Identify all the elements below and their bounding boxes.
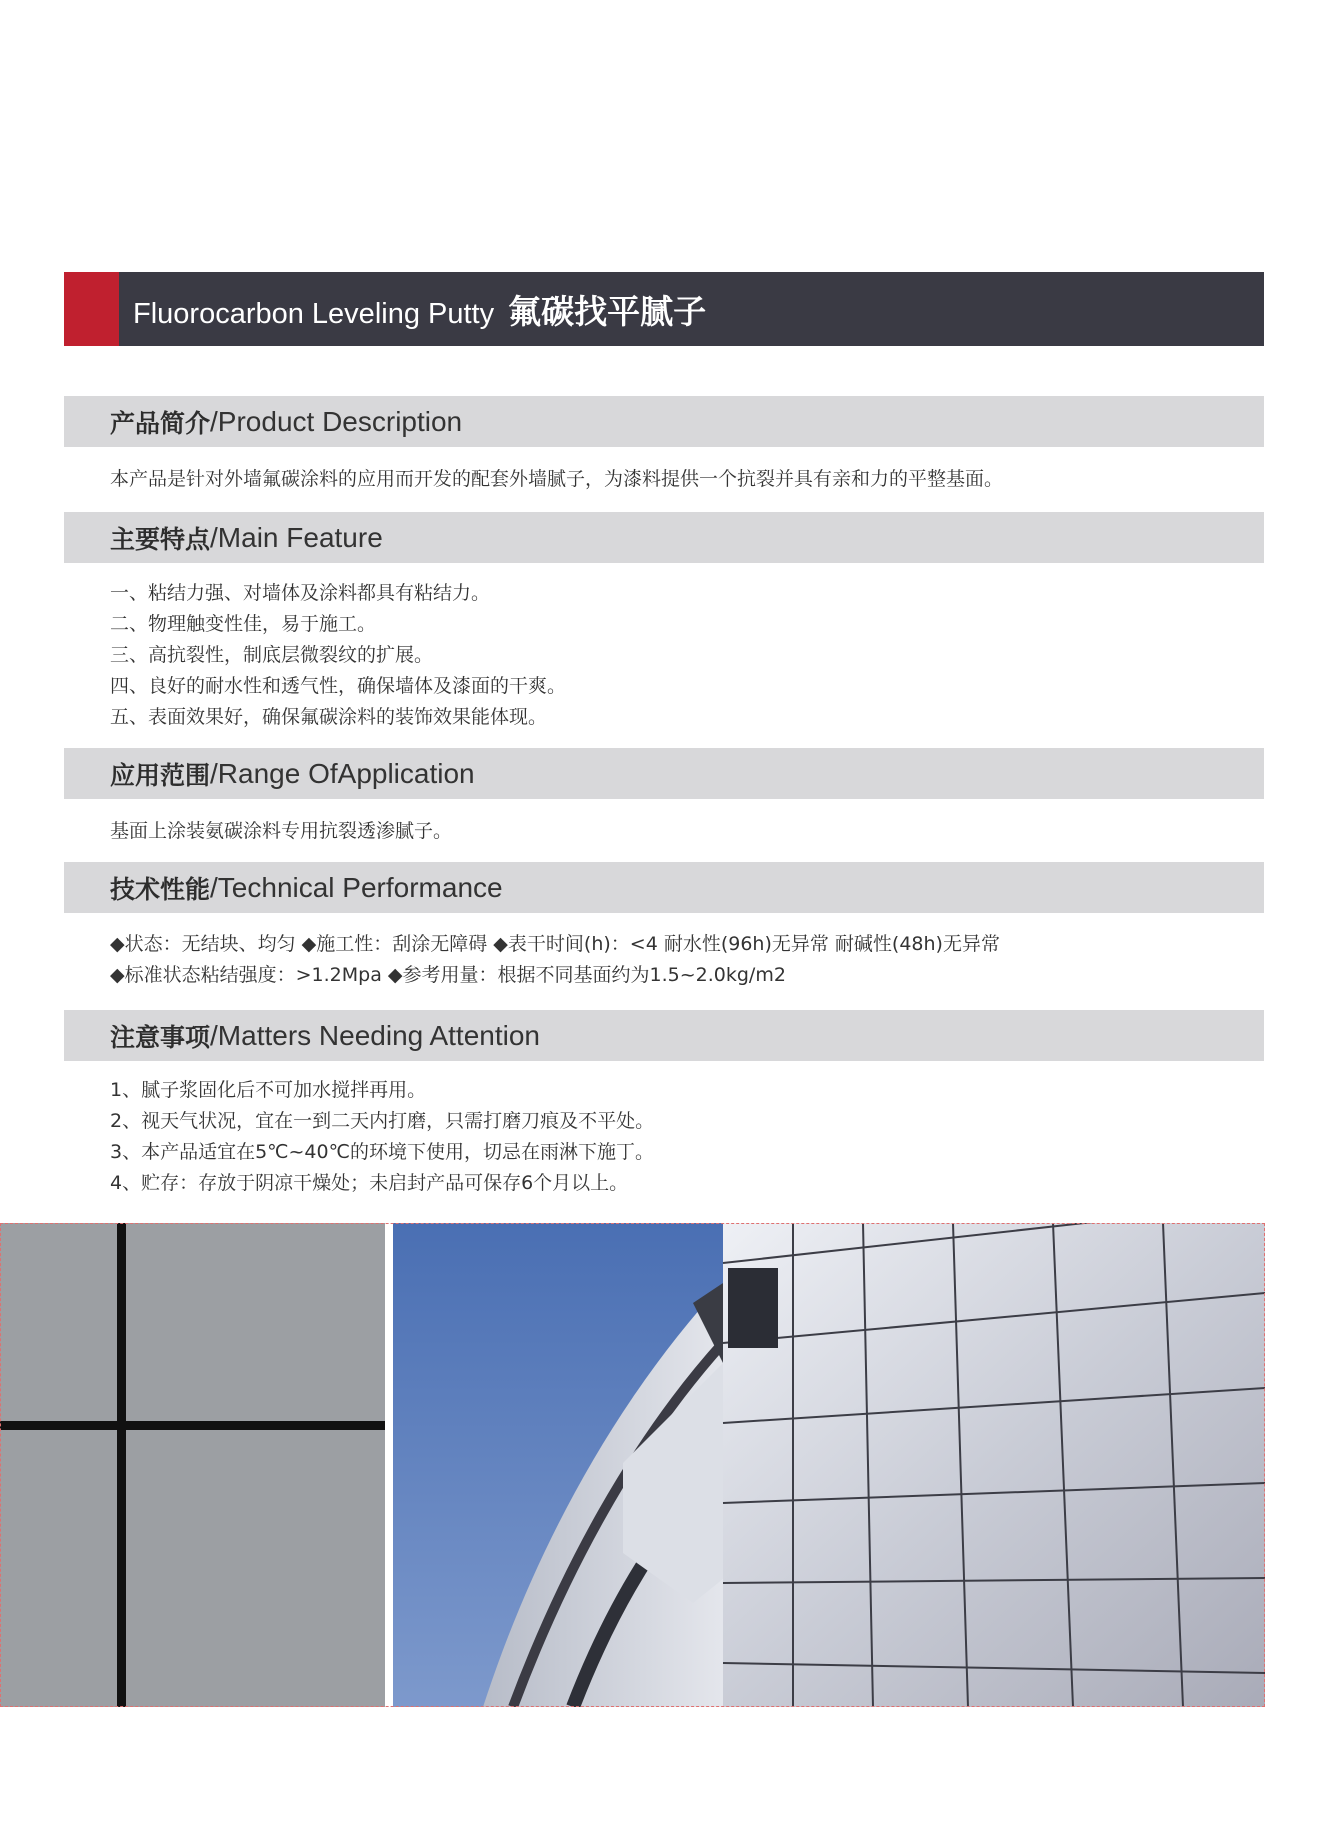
section-header-application bbox=[64, 748, 1264, 799]
list-item: 1、腻子浆固化后不可加水搅拌再用。 bbox=[110, 1079, 427, 1101]
page-title bbox=[119, 286, 706, 333]
list-item: 四、良好的耐水性和透气性，确保墙体及漆面的干爽。 bbox=[110, 675, 567, 697]
panel-joint-horizontal bbox=[0, 1421, 385, 1430]
list-item: 三、高抗裂性，制底层微裂纹的扩展。 bbox=[110, 644, 434, 666]
list-item: 一、粘结力强、对墙体及涂料都具有粘结力。 bbox=[110, 582, 491, 604]
building-facade-photo bbox=[393, 1223, 1265, 1707]
section-header-performance bbox=[64, 862, 1264, 913]
title-bar bbox=[64, 272, 1264, 346]
panel-joint-vertical bbox=[117, 1223, 126, 1707]
section-title-en: /Matters Needing Attention bbox=[210, 1019, 540, 1051]
spec-line: ◆状态：无结块、均匀 ◆施工性：刮涂无障碍 ◆表干时间(h)：<4 耐水性(96h)无异常 耐碱性(48h)无异常 bbox=[110, 933, 1000, 955]
section-body-attention bbox=[110, 1075, 654, 1199]
section-title-zh: 主要特点 bbox=[110, 524, 211, 554]
section-body-features bbox=[110, 578, 566, 733]
section-header-attention bbox=[64, 1010, 1264, 1061]
section-title-en: /Main Feature bbox=[210, 521, 383, 553]
section-header-description bbox=[64, 396, 1264, 447]
section-title-en: /Product Description bbox=[210, 405, 463, 437]
photo-strip bbox=[0, 1223, 1265, 1707]
section-body-performance bbox=[110, 929, 1000, 991]
text-line: 基面上涂装氨碳涂料专用抗裂透渗腻子。 bbox=[110, 820, 453, 842]
section-title-en: /Range OfApplication bbox=[210, 757, 475, 789]
spec-line: ◆标准状态粘结强度：>1.2Mpa ◆参考用量：根据不同基面约为1.5~2.0kg/m2 bbox=[110, 964, 786, 986]
section-body-description bbox=[110, 464, 1003, 495]
page-title-zh: 氟碳找平腻子 bbox=[508, 291, 707, 331]
section-title-en: /Technical Performance bbox=[210, 871, 503, 903]
list-item: 3、本产品适宜在5℃~40℃的环境下使用，切忌在雨淋下施丁。 bbox=[110, 1141, 654, 1163]
list-item: 五、表面效果好，确保氟碳涂料的装饰效果能体现。 bbox=[110, 706, 548, 728]
list-item: 二、物理触变性佳，易于施工。 bbox=[110, 613, 377, 635]
facade-illustration bbox=[393, 1223, 1265, 1707]
title-accent-block bbox=[64, 272, 119, 346]
section-title-zh: 应用范围 bbox=[110, 760, 211, 790]
list-item: 4、贮存：存放于阴凉干燥处；未启封产品可保存6个月以上。 bbox=[110, 1172, 629, 1194]
section-title-zh: 技术性能 bbox=[110, 874, 211, 904]
panel-closeup-photo bbox=[0, 1223, 385, 1707]
list-item: 2、视天气状况，宜在一到二天内打磨，只需打磨刀痕及不平处。 bbox=[110, 1110, 655, 1132]
section-header-features bbox=[64, 512, 1264, 563]
text-line: 本产品是针对外墙氟碳涂料的应用而开发的配套外墙腻子，为漆料提供一个抗裂并具有亲和力的平整基面。 bbox=[110, 468, 1004, 490]
section-title-zh: 注意事项 bbox=[110, 1022, 211, 1052]
section-title-zh: 产品简介 bbox=[110, 408, 211, 438]
section-body-application bbox=[110, 816, 452, 847]
page-title-en: Fluorocarbon Leveling Putty bbox=[133, 297, 495, 330]
